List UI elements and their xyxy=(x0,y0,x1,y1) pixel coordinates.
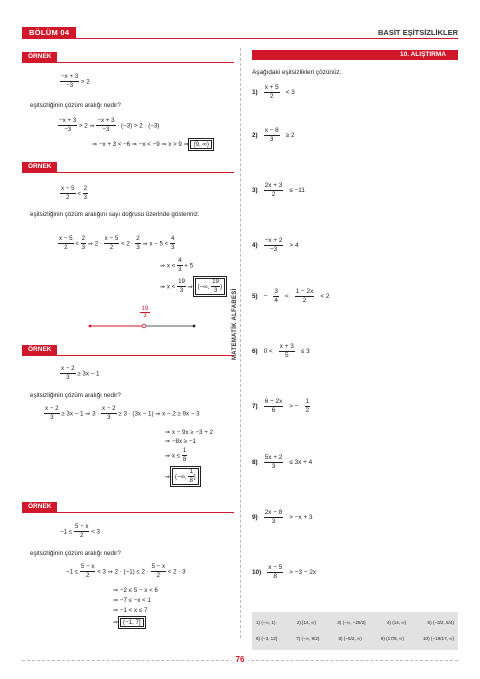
example-3-step-4: ⇒ x ≤ $\frac{1}{8}$ xyxy=(165,447,187,464)
exercise-item-6: 6) 0 < $\frac{x + 3}{5}$ ≤ 3 xyxy=(252,343,310,360)
exercise-item-10: 10) $\frac{x - 5}{8}$ > −3 − 2x xyxy=(252,564,317,581)
example-3-step-3: ⇒ −8x ≥ −1 xyxy=(165,438,196,445)
exercise-item-9: 9) $\frac{2x - 8}{3}$ > −x + 3 xyxy=(252,509,313,526)
number-line-label: 19 3 xyxy=(141,306,149,319)
example-2-badge: ÖRNEK xyxy=(22,162,57,172)
exercise-item-3: 3) $\frac{2x + 3}{2}$ ≤ −11 xyxy=(252,182,305,199)
number-line xyxy=(88,322,196,330)
example-3-step-5: ⇒ (−∞, $\frac{1}{8}$ ] xyxy=(165,468,199,485)
example-2-rule xyxy=(22,172,234,173)
example-4-question: eşitsizliğinin çözüm aralığı nedir? xyxy=(30,550,121,557)
example-1-answer: (9, ∞) xyxy=(190,140,211,149)
header-rule xyxy=(22,38,458,39)
exercise-item-8: 8) $\frac{5x + 2}{3}$ ≤ 3x + 4 xyxy=(252,454,313,471)
example-4-inequality: −1 ≤ $\frac{5 - x}{2}$ < 3 xyxy=(60,523,100,540)
example-3-step-2: ⇒ x − 9x ≥ −3 + 2 xyxy=(165,429,213,436)
exercise-title: 10. ALIŞTIRMA xyxy=(252,50,458,60)
example-3-question: eşitsizliğinin çözüm aralığı nedir? xyxy=(30,392,121,399)
example-1-rule xyxy=(22,62,234,63)
example-2-step-3: ⇒ x < $\frac{19}{3}$ ⇒ (−∞, $\frac{19}{3}$ ) xyxy=(160,278,225,295)
example-2-step-2: ⇒ x < $\frac{4}{3}$ + 5 xyxy=(160,257,194,274)
example-3-step-1: $\frac{x - 2}{3}$ ≥ 3x − 1 ⇒ 3 · $\frac{x - 2}{3}$ ≥ 3 · (3x − 1) ⇒ x − 2 ≥ 9x − 3 xyxy=(45,405,200,422)
exercise-item-7: 7) $\frac{6 - 2x}{6}$ > − $\frac{1}{2}$ xyxy=(252,398,310,415)
example-1-inequality: $\frac{-x + 3}{-3}$ > 2 xyxy=(61,73,90,90)
example-3-inequality: $\frac{x - 2}{3}$ ≥ 3x − 1 xyxy=(61,365,100,382)
exercise-item-5: 5) − $\frac{3}{4}$ < $\frac{1 - 2x}{2}$ < 2 xyxy=(252,288,330,305)
example-1-step-1: $\frac{-x + 3}{-3}$ > 2 ⇒ $\frac{-x + 3}{-3}$ · (−3) > 2 · (−3) xyxy=(59,117,160,134)
example-4-step-1: −1 ≤ $\frac{5 - x}{2}$ < 3 ⇒ 2 · (−1) ≤ 2 · $\frac{5 - x}{2}$ < 2 · 3 xyxy=(66,563,186,580)
answer-key-row-1: 1) (−∞, 1) 2) [14, ∞) 3) (−∞, −25/2] 4) (14, ∞) 5) (−3/2, 5/4) xyxy=(256,620,454,625)
example-4-step-5: ⇒ (−1, 7] xyxy=(113,618,144,627)
page-number: 76 xyxy=(232,655,248,664)
example-4-answer: (−1, 7] xyxy=(120,618,144,627)
side-label: MATEMATİK ALFABESİ xyxy=(232,288,238,360)
example-3-badge: ÖRNEK xyxy=(22,345,57,355)
example-2-step-1: $\frac{x - 5}{2}$ < $\frac{2}{3}$ ⇒ 2 · $\frac{x - 5}{2}$ < 2 · $\frac{2}{3}$ ⇒ x − 5 < $\frac{4}{3}$ xyxy=(59,235,175,252)
exercise-item-4: 4) $\frac{-x + 2}{-3}$ > 4 xyxy=(252,237,299,254)
exercise-item-2: 2) $\frac{x - 8}{3}$ ≥ 2 xyxy=(252,127,295,144)
example-4-step-2: ⇒ −2 ≤ 5 − x < 6 xyxy=(113,587,158,594)
exercise-intro: Aşağıdaki eşitsizlikleri çözünüz. xyxy=(252,69,342,76)
answer-key xyxy=(252,612,458,650)
example-4-step-3: ⇒ −7 ≤ −x < 1 xyxy=(113,597,151,604)
example-2-question: eşitsizliğinin çözüm aralığını sayı doğrusu üzerinde gösteriniz. xyxy=(30,211,200,218)
example-1-step-2: ⇒ −x + 3 < −6 ⇒ −x < −9 ⇒ x > 9 ⇒ (9, ∞) xyxy=(92,140,212,149)
example-1-question: eşitsizliğinin çözüm aralığı nedir? xyxy=(30,102,121,109)
answer-key-row-2: 6) (−3, 12] 7) (−∞, 9/2) 8) (−5/2, ∞) 9) (17/8, ∞) 10) (−19/17, ∞) xyxy=(256,636,454,641)
example-4-step-4: ⇒ −1 < x ≤ 7 xyxy=(113,607,148,614)
column-divider xyxy=(240,48,241,638)
example-4-badge: ÖRNEK xyxy=(22,502,57,512)
example-4-rule xyxy=(22,512,234,513)
exercise-item-1: 1) $\frac{x + 5}{2}$ < 3 xyxy=(252,84,295,101)
example-1-badge: ÖRNEK xyxy=(22,52,57,62)
page-title: BASİT EŞİTSİZLİKLER xyxy=(377,28,458,37)
example-2-inequality: $\frac{x - 5}{2}$ < $\frac{2}{3}$ xyxy=(61,185,88,202)
example-3-rule xyxy=(22,355,234,356)
chapter-badge: BÖLÜM 04 xyxy=(22,27,76,38)
